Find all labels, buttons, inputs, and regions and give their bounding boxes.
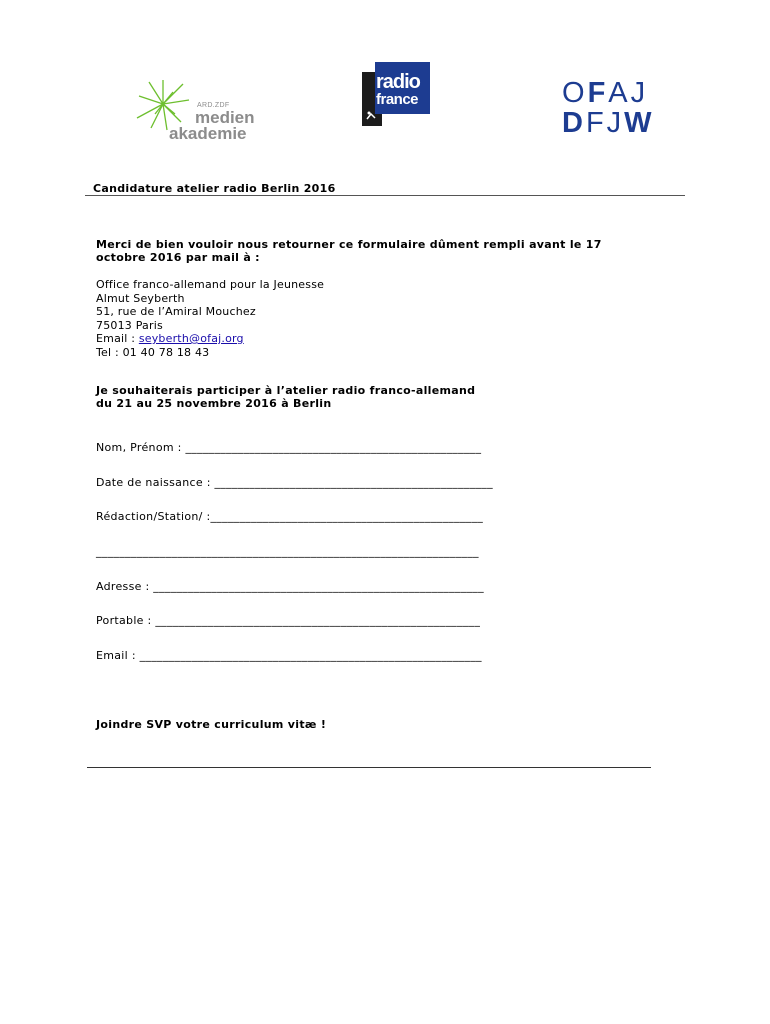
medien-logo-word: medien — [195, 108, 255, 127]
intro-paragraph — [96, 238, 602, 264]
name-field[interactable]: Nom, Prénom : ___________________________________________________ — [96, 441, 482, 454]
email-field[interactable]: Email : ___________________________________________________________ — [96, 649, 482, 662]
address-field[interactable]: Adresse : _________________________________________________________ — [96, 580, 484, 593]
address-city: 75013 Paris — [96, 318, 163, 332]
address-org: Office franco-allemand pour la Jeunesse — [96, 278, 325, 291]
medien-logo-small-text: ARD.ZDF — [197, 102, 230, 109]
mobile-field[interactable]: Portable : ________________________________________________________ — [96, 614, 481, 627]
dfjw-line: DFJW — [562, 107, 655, 139]
radio-word: radio — [376, 71, 420, 93]
blank-field[interactable]: __________________________________________________________________ — [96, 545, 479, 558]
participation-line-1: Je souhaiterais participer à l’atelier radio franco-allemand — [96, 384, 476, 397]
address-block — [96, 278, 324, 359]
address-name: Almut Seyberth — [96, 291, 185, 305]
intro-line-2: octobre 2016 par mail à : — [96, 251, 260, 264]
address-street: 51, rue de l’Amiral Mouchez — [96, 305, 256, 318]
address-email-label: Email : — [96, 332, 139, 345]
footer-divider — [87, 767, 651, 768]
heading-divider — [85, 195, 685, 196]
radio-france-logo — [362, 62, 430, 126]
ofaj-dfjw-logo — [562, 78, 662, 142]
akademie-logo-word: akademie — [169, 124, 247, 143]
participation-paragraph — [96, 384, 475, 410]
address-email-link[interactable]: seyberth@ofaj.org — [138, 332, 244, 345]
address-email-line — [96, 332, 324, 346]
participation-line-2: du 21 au 25 novembre 2016 à Berlin — [96, 397, 332, 410]
address-tel: Tel : 01 40 78 18 43 — [96, 345, 210, 359]
france-word: france — [376, 91, 419, 108]
document-heading: Candidature atelier radio Berlin 2016 — [93, 182, 336, 195]
birthdate-field[interactable]: Date de naissance : ________________________________________________ — [96, 476, 493, 489]
station-field[interactable]: Rédaction/Station/ :_______________________________________________ — [96, 510, 484, 523]
ofaj-line: OFAJ — [562, 77, 649, 109]
radio-france-mark-icon — [366, 110, 376, 120]
cv-note: Joindre SVP votre curriculum vitæ ! — [96, 718, 327, 731]
medien-akademie-logo — [133, 78, 263, 144]
intro-line-1: Merci de bien vouloir nous retourner ce formulaire dûment rempli avant le 17 — [96, 238, 602, 251]
